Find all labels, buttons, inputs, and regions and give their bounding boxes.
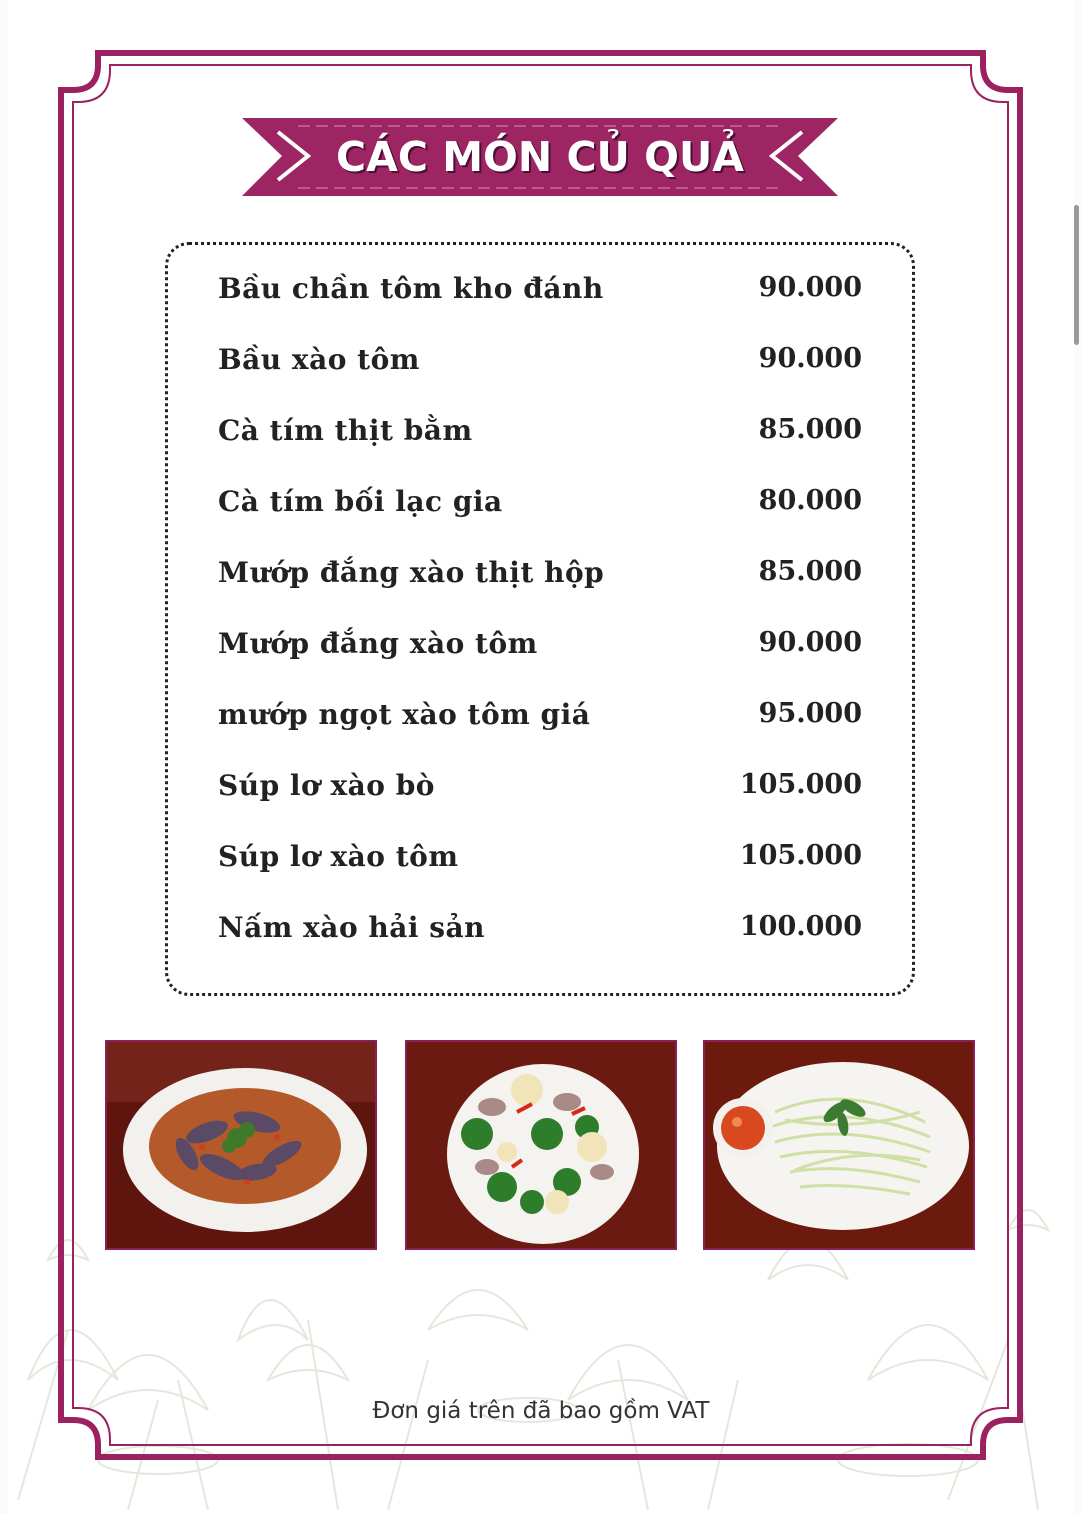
menu-item-price: 105.000 [739,769,862,800]
menu-item-price: 100.000 [739,911,862,942]
menu-item [218,840,862,890]
menu-item-price: 95.000 [758,698,862,729]
page-title: CÁC MÓN CỦ QUẢ [336,133,744,181]
eggplant-dish-photo [105,1040,377,1250]
menu-item-name: Nấm xào hải sản [218,911,486,944]
menu-item [218,556,862,606]
menu-item-price: 80.000 [758,485,862,516]
menu-item-name: Bầu xào tôm [218,343,420,376]
menu-item [218,911,862,961]
menu-item-name: Mướp đắng xào tôm [218,627,538,660]
menu-item-name: Bầu chần tôm kho đánh [218,272,604,305]
vat-note: Đơn giá trên đã bao gồm VAT [372,1398,710,1424]
menu-item-name: Cà tím bối lạc gia [218,485,503,518]
menu-item [218,343,862,393]
menu-item [218,627,862,677]
menu-item-name: mướp ngọt xào tôm giá [218,698,591,731]
menu-item [218,272,862,322]
menu-item-price: 90.000 [758,343,862,374]
menu-item-name: Cà tím thịt bằm [218,414,473,447]
menu-item-price: 85.000 [758,556,862,587]
menu-item [218,414,862,464]
menu-item-name: Mướp đắng xào thịt hộp [218,556,605,589]
menu-item-price: 105.000 [739,840,862,871]
menu-item-price: 85.000 [758,414,862,445]
boiled-squash-with-sauce-photo [703,1040,975,1250]
menu-item-name: Súp lơ xào tôm [218,840,459,873]
menu-item-price: 90.000 [758,272,862,303]
menu-item-price: 90.000 [758,627,862,658]
menu-item [218,698,862,748]
cauliflower-broccoli-beef-photo [405,1040,677,1250]
scrollbar-thumb[interactable] [1074,205,1079,345]
menu-item [218,485,862,535]
menu-item [218,769,862,819]
menu-item-name: Súp lơ xào bò [218,769,435,802]
